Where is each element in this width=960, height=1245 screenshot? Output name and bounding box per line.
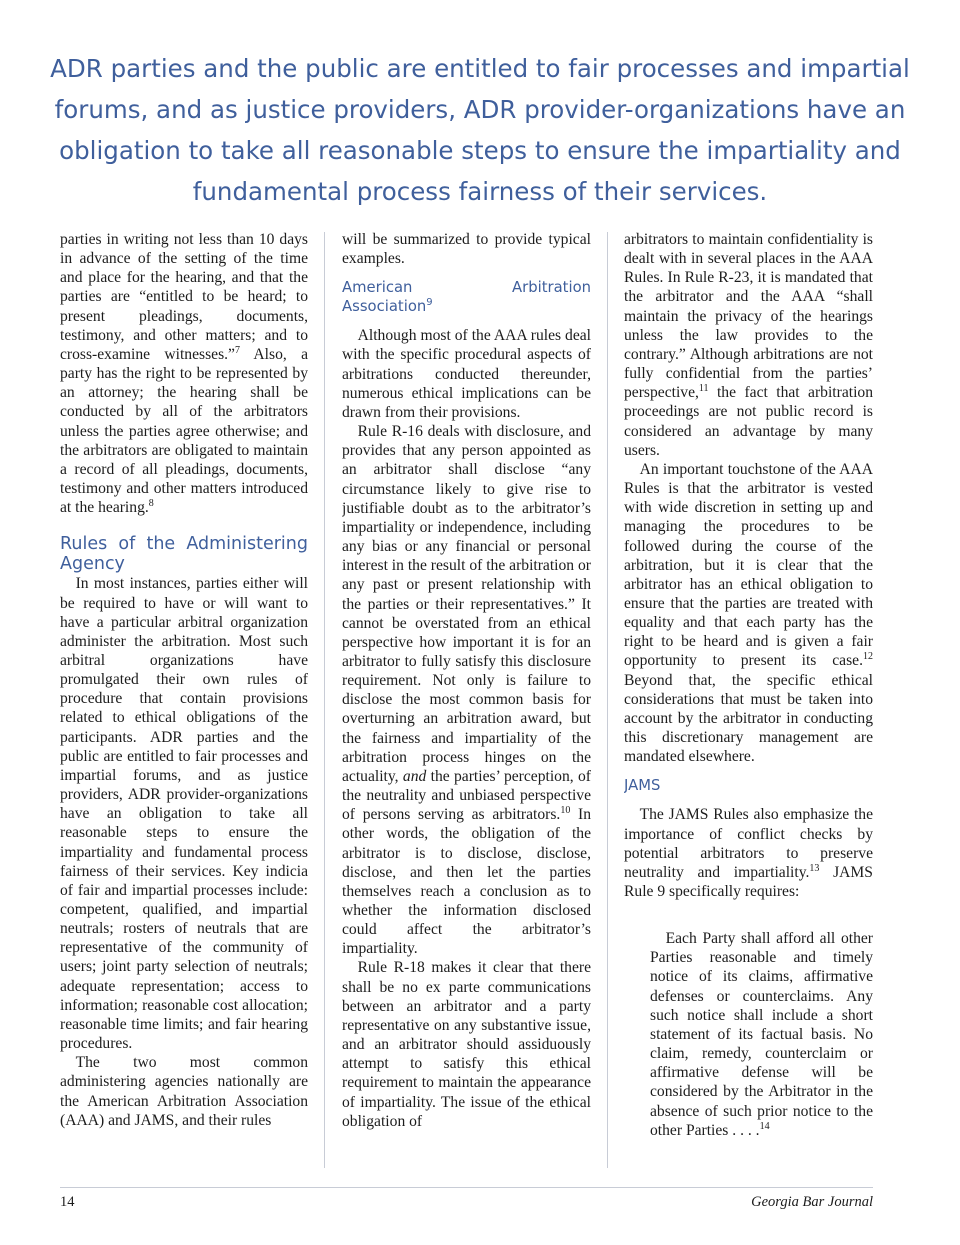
- section-heading: Rules of the Administering Agency: [60, 534, 308, 575]
- paragraph: Rule R-16 deals with disclosure, and provides that any person appointed as an arbitrator shall disclose “any circumstance likely to give rise to justifiable doubt as to the arbitrator’s impartiality or independence, including any bias or any financial or personal interest in the result of the arbitration or any past or present relationship with the parties or their representatives.” It cannot be overstated from an ethical perspective how important it is for an arbitrator to fully satisfy this disclosure requirement. Not only is failure to disclose the most common basis for overturning an arbitration award, but the fairness and impartiality of the arbitration process hinges on the actuality, and the parties’ perception, of the neutrality and unbiased perspective of persons serving as arbitrators.$^{10}$ In other words, the obligation of the arbitrator is to disclose, disclose, disclose, and then let the parties themselves reach a conclusion as to whether the information disclosed could affect the arbitrator’s impartiality.: [342, 423, 591, 958]
- paragraph: Although most of the AAA rules deal with the specific procedural aspects of arbitrations conducted thereunder, numerous ethical implications can be drawn from their provisions.: [342, 327, 591, 421]
- paragraph: arbitrators to maintain confidentiality is dealt with in several places in the AAA Rules. In Rule R-23, it is mandated that the arbitrator and the AAA “shall maintain the privacy of the hearings unless the law provides to the contrary.” Although arbitrations are not fully confidential from the parties’ perspective,$^{11}$ the fact that arbitration proceedings are not public record is considered an advantage by many users.: [624, 231, 873, 459]
- journal-title: Georgia Bar Journal: [751, 1194, 873, 1210]
- footnote-ref[interactable]: 14: [759, 1120, 770, 1132]
- column-divider: [324, 232, 325, 1168]
- footnote-ref[interactable]: 13: [809, 862, 820, 874]
- paragraph: Rule R-18 makes it clear that there shall be no ex parte communications between an arbitrator and a party representative on any substantive issue, and an arbitrator should assiduously attempt to satisfy this ethical requirement to maintain the appearance of impartiality. The issue of the ethical obligation of: [342, 959, 591, 1130]
- column-1: [60, 230, 308, 1170]
- section-heading: JAMS: [624, 777, 661, 795]
- paragraph: An important touchstone of the AAA Rules is that the arbitrator is vested with wide discretion in setting up and managing the procedures to be followed during the course of the arbitration, but it is clear that the arbitrator has an ethical obligation to ensure that the parties are treated with equality and that each party has the right to be heard and is given a fair opportunity to present its case.$^{12}$ Beyond that, the specific ethical considerations that must be taken into account by the arbitrator in conducting this discretionary management are mandated elsewhere.: [624, 460, 873, 766]
- footnote-ref[interactable]: 12: [863, 651, 873, 663]
- footnote-ref[interactable]: 11: [698, 383, 709, 395]
- block-quote: Each Party shall afford all other Parties reasonable and timely notice of its claims, affirmative defenses or counterclaims. Any such notice shall include a short statement of its factual basis. No claim, remedy, counterclaim or affirmative defense will be considered by the Arbitrator in the absence of such prior notice to the other Parties . . . .$^{14}$: [650, 930, 873, 1139]
- footer-rule: [60, 1187, 873, 1188]
- paragraph: In most instances, parties either will be required to have or will want to have a particular arbitral organization administer the arbitration. Most such arbitral organizations have promulgated their own rules of procedure that contain provisions related to ethical obligations of the participants. ADR parties and the public are entitled to fair processes and impartial forums, and as justice providers, ADR provider-organizations have an obligation to take all reasonable steps to ensure the impartiality and fundamental process fairness of their services. Key indicia of fair and impartial processes include: competent, qualified, and impartial neutrals; rosters of neutrals that are representative of the community of users; joint party selection of neutrals; adequate representation; access to information; reasonable cost allocation; reasonable time limits; and fair hearing procedures.: [60, 575, 308, 1053]
- column-3: [624, 230, 873, 1170]
- paragraph: will be summarized to provide typical examples.: [342, 231, 591, 268]
- paragraph: parties in writing not less than 10 days in advance of the setting of the time and place for the hearing, and that the parties are “entitled to be heard; to present pleadings, documents, testimony, and other matters; and to cross-examine witnesses.”$^7$ Also, a party has the right to be represented by an attorney; the hearing shall be conducted by all of the arbitrators unless the parties agree otherwise; and the arbitrators are obligated to maintain a record of all pleadings, documents, testimony and other matters introduced at the hearing.$^8$: [60, 231, 308, 517]
- footnote-ref[interactable]: 10: [560, 805, 571, 817]
- footnote-ref[interactable]: 8: [148, 498, 154, 510]
- page-number: 14: [60, 1194, 75, 1210]
- footnote-ref[interactable]: 9: [426, 297, 433, 309]
- column-divider: [607, 232, 608, 1168]
- footnote-ref[interactable]: 7: [234, 344, 240, 356]
- paragraph: The JAMS Rules also emphasize the importance of conflict checks by potential arbitrators to preserve neutrality and impartiality.$^{13}$ JAMS Rule 9 specifically requires:: [624, 806, 873, 900]
- pull-quote: ADR parties and the public are entitled to fair processes and impartial forums, and as justice providers, ADR provider-organizations have an obligation to take all reasonable steps to ensure the impartiality and fundamental process fairness of their services.: [50, 54, 910, 206]
- paragraph: The two most common administering agencies nationally are the American Arbitration Association (AAA) and JAMS, and their rules: [60, 1054, 308, 1129]
- section-heading: American Arbitration Association$^9$: [342, 279, 591, 316]
- column-2: [342, 230, 591, 1170]
